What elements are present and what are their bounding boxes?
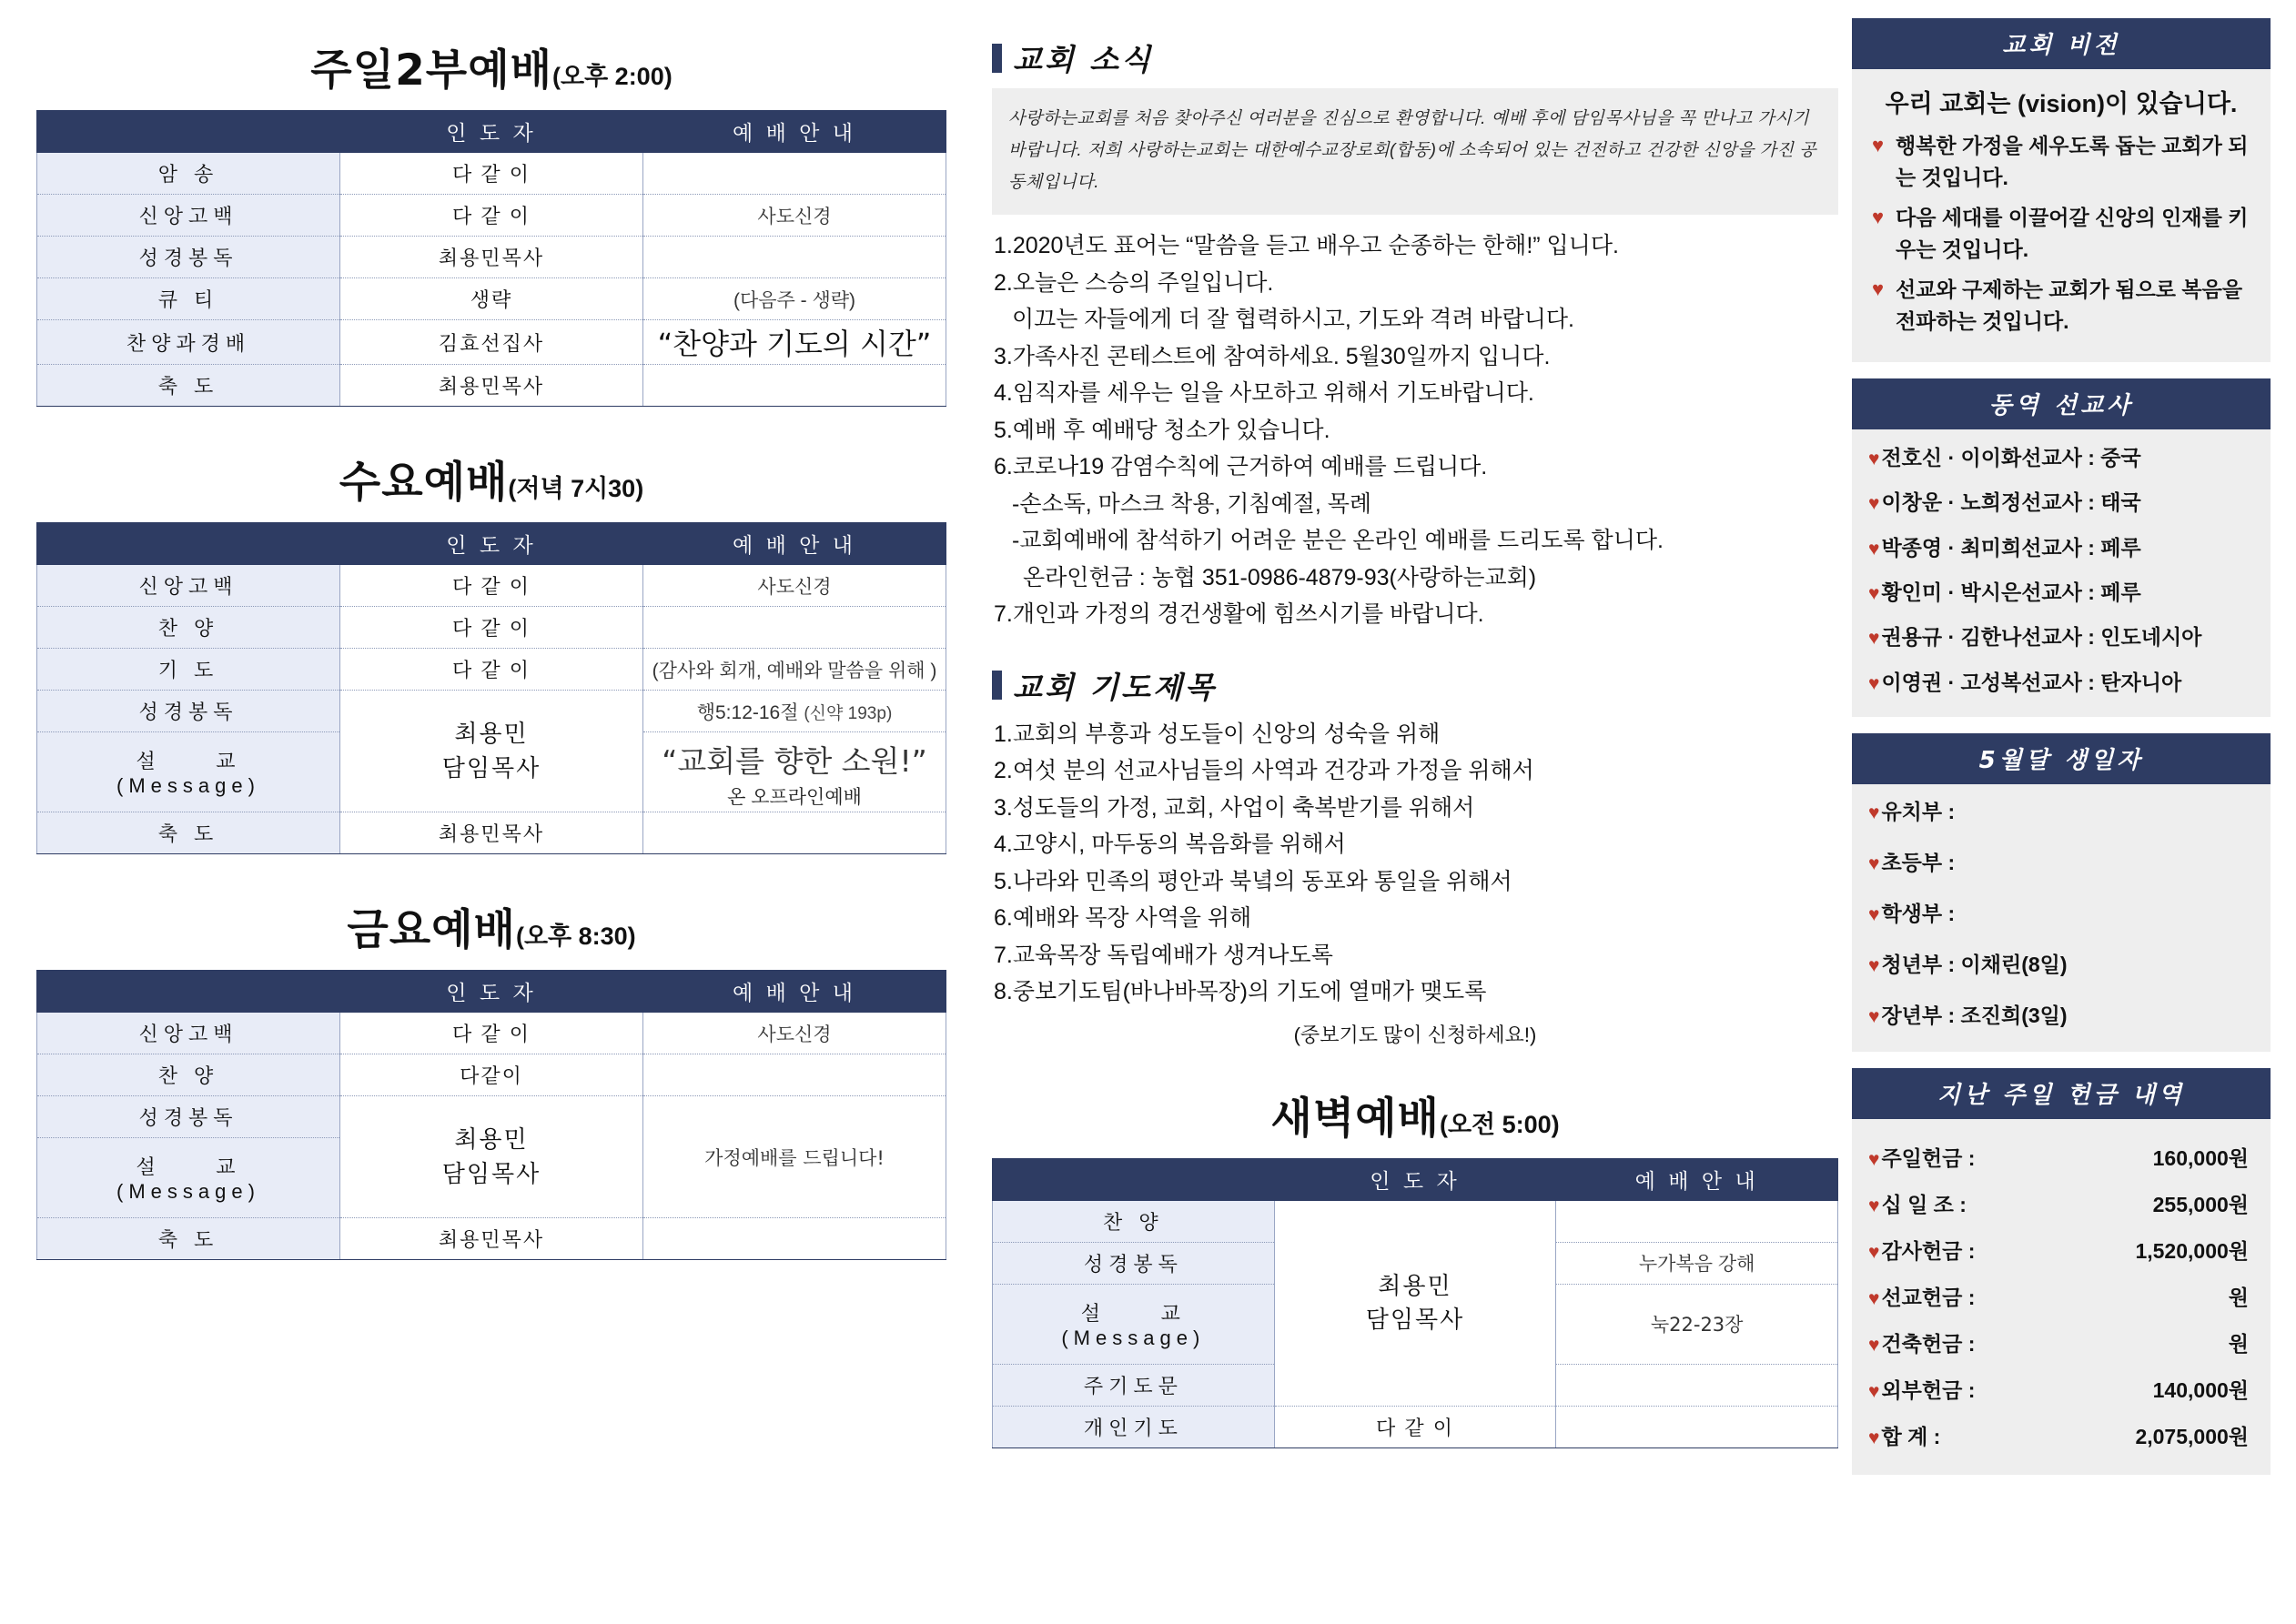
heart-icon: ♥ <box>1868 1380 1880 1402</box>
row-label: 신앙고백 <box>37 1013 340 1054</box>
notice-subline: 이끄는 자들에게 더 잘 협력하시고, 기도와 격려 바랍니다. <box>1012 307 1574 333</box>
list-item <box>1868 901 2254 928</box>
offering-amount: 140,000원 <box>2152 1377 2249 1402</box>
service-title-friday <box>36 896 946 957</box>
col-head-guide: 예 배 안 내 <box>1556 1158 1838 1200</box>
row-leader: 최용민목사 <box>340 365 643 407</box>
list-item-label: 황인미 · 박시은선교사 : 페루 <box>1881 580 2141 605</box>
offering-amount: 160,000원 <box>2152 1145 2249 1170</box>
row-leader: 다 같 이 <box>340 607 643 649</box>
row-label-line2: (Message) <box>116 774 260 797</box>
row-leader: 최용민목사 <box>340 1218 643 1260</box>
left-column <box>36 36 946 1260</box>
offering-label <box>1868 1319 2051 1366</box>
col-head-guide: 예 배 안 내 <box>643 971 946 1013</box>
service-title-sub: (오후 2:00) <box>552 63 673 90</box>
service-title-sub: (오후 8:30) <box>515 923 636 950</box>
row-label <box>993 1284 1275 1364</box>
heart-icon: ♥ <box>1872 134 1885 156</box>
leader-name-line1: 최용민 <box>1378 1271 1452 1299</box>
offering-label <box>1868 1134 2051 1180</box>
list-item <box>1868 1003 2254 1030</box>
list-item <box>1868 274 2254 337</box>
service-title-main: 수요예배 <box>339 458 509 508</box>
row-leader: 다 같 이 <box>340 195 643 237</box>
spacer <box>992 1048 1838 1084</box>
row-guide <box>1556 1364 1838 1406</box>
offering-amount: 2,075,000원 <box>2135 1424 2249 1448</box>
table-row <box>1868 1412 2254 1458</box>
row-label: 찬 양 <box>993 1200 1275 1242</box>
offering-label-text: 주일헌금 : <box>1881 1145 1976 1170</box>
row-label: 개인기도 <box>993 1406 1275 1447</box>
row-guide <box>643 732 946 812</box>
message-title: “교회를 향한 소원!” <box>662 743 927 779</box>
service-title-sub: (저녁 7시30) <box>508 475 644 502</box>
row-label: 성경봉독 <box>993 1242 1275 1284</box>
row-leader <box>1274 1200 1556 1406</box>
table-row <box>993 1406 1838 1447</box>
row-leader: 최용민목사 <box>340 237 643 278</box>
spacer <box>1852 1052 2271 1068</box>
row-label: 찬 양 <box>37 607 340 649</box>
list-item-label: 초등부 : <box>1881 850 1956 874</box>
row-leader <box>340 691 643 812</box>
vision-heading: 교회 비전 <box>1852 18 2271 69</box>
table-row <box>37 1013 946 1054</box>
table-row <box>37 1054 946 1096</box>
prayer-note: (중보기도 많이 신청하세요!) <box>1293 1023 1537 1046</box>
offering-body <box>1852 1119 2271 1475</box>
row-guide <box>643 607 946 649</box>
service-title-main: 주일2부예배 <box>310 45 553 96</box>
col-head-blank <box>37 523 340 565</box>
table-row <box>37 1218 946 1260</box>
verse-reference: 행5:12-16절 <box>696 701 799 723</box>
row-label: 신앙고백 <box>37 565 340 607</box>
list-item-label: 행복한 가정을 세우도록 돕는 교회가 되는 것입니다. <box>1896 134 2249 189</box>
list-item: 5.예배 후 예배당 청소가 있습니다. <box>994 417 1330 443</box>
list-item <box>1868 130 2254 193</box>
row-leader: 다 같 이 <box>340 565 643 607</box>
heart-icon: ♥ <box>1868 1195 1880 1216</box>
heart-icon: ♥ <box>1868 628 1880 650</box>
list-item: 2.오늘은 스승의 주일입니다. <box>994 269 1274 296</box>
list-item-label: 전호신 · 이이화선교사 : 중국 <box>1881 446 2141 469</box>
row-label: 큐 티 <box>37 278 340 320</box>
list-item-label: 학생부 : <box>1881 901 1956 925</box>
heading-bar-icon <box>992 44 1002 73</box>
heart-icon: ♥ <box>1872 277 1885 300</box>
row-leader: 생략 <box>340 278 643 320</box>
list-item <box>1868 799 2254 826</box>
list-item-label: 권용규 · 김한나선교사 : 인도네시아 <box>1881 625 2202 650</box>
list-item: 7.개인과 가정의 경건생활에 힘쓰시기를 바랍니다. <box>994 601 1484 628</box>
prayer-heading-text: 교회 기도제목 <box>1013 669 1217 705</box>
offering-label <box>1868 1180 2051 1226</box>
offering-label <box>1868 1226 2051 1273</box>
heart-icon: ♥ <box>1868 583 1880 605</box>
list-item-label: 청년부 : 이채린(8일) <box>1881 952 2068 976</box>
leader-name-line1: 최용민 <box>454 719 529 747</box>
list-item: 7.교육목장 독립예배가 생겨나도록 <box>994 942 1333 968</box>
list-item <box>1868 489 2254 517</box>
list-item: 5.나라와 민족의 평안과 북녘의 동포와 통일을 위해서 <box>994 868 1512 894</box>
table-row <box>1868 1319 2254 1366</box>
row-guide <box>643 1218 946 1260</box>
list-item-label: 다음 세대를 이끌어갈 신앙의 인재를 키우는 것입니다. <box>1896 206 2249 261</box>
middle-column <box>992 36 1838 1448</box>
list-item <box>1868 202 2254 265</box>
heart-icon: ♥ <box>1868 852 1880 874</box>
table-row <box>1868 1366 2254 1412</box>
col-head-leader: 인 도 자 <box>340 523 643 565</box>
leader-name-line2: 담임목사 <box>441 1159 541 1187</box>
list-item-label: 박종영 · 최미희선교사 : 페루 <box>1881 535 2141 560</box>
row-leader: 다 같 이 <box>340 1013 643 1054</box>
row-guide: 사도신경 <box>643 195 946 237</box>
list-item <box>1868 623 2254 651</box>
row-label: 주기도문 <box>993 1364 1275 1406</box>
row-label: 찬양과경배 <box>37 320 340 365</box>
list-item <box>1868 850 2254 877</box>
row-leader: 다 같 이 <box>1274 1406 1556 1447</box>
message-subtitle: 온 오프라인예배 <box>727 787 862 808</box>
vision-list <box>1868 130 2254 337</box>
offering-label-text: 십 일 조 : <box>1881 1192 1967 1216</box>
right-column <box>1852 18 2271 1475</box>
list-item: 2.여섯 분의 선교사님들의 사역과 건강과 가정을 위해서 <box>994 758 1534 784</box>
notice-heading-text: 교회 소식 <box>1013 42 1154 77</box>
vision-body <box>1852 69 2271 362</box>
heart-icon: ♥ <box>1868 1287 1880 1309</box>
list-item: 6.코로나19 감염수칙에 근거하여 예배를 드립니다. <box>994 454 1488 480</box>
table-row <box>37 195 946 237</box>
table-row <box>1868 1226 2254 1273</box>
list-item: 3.성도들의 가정, 교회, 사업이 축복받기를 위해서 <box>994 794 1475 821</box>
row-label: 기 도 <box>37 649 340 691</box>
service-title-main: 금요예배 <box>347 905 516 955</box>
row-leader: 최용민목사 <box>340 812 643 854</box>
row-label-line2: (Message) <box>116 1180 260 1203</box>
table-header-row <box>37 523 946 565</box>
offering-amount: 원 <box>2228 1285 2249 1309</box>
col-head-leader: 인 도 자 <box>340 111 643 153</box>
table-row <box>37 565 946 607</box>
heart-icon: ♥ <box>1868 538 1880 560</box>
offering-label <box>1868 1366 2051 1412</box>
row-leader: 다 같 이 <box>340 153 643 195</box>
list-item-label: 이창운 · 노희정선교사 : 태국 <box>1881 490 2141 515</box>
offering-label-text: 건축헌금 : <box>1881 1331 1976 1356</box>
list-item: 4.고양시, 마두동의 복음화를 위해서 <box>994 832 1346 858</box>
offering-label <box>1868 1273 2051 1319</box>
table-row <box>37 649 946 691</box>
heart-icon: ♥ <box>1868 672 1880 694</box>
offering-amount: 255,000원 <box>2152 1192 2249 1216</box>
col-head-leader: 인 도 자 <box>340 971 643 1013</box>
birthdays-list <box>1868 799 2254 1029</box>
list-item <box>1868 444 2254 472</box>
list-item-label: 유치부 : <box>1881 800 1956 824</box>
offering-label-text: 외부헌금 : <box>1881 1377 1976 1402</box>
service-title-main: 새벽예배 <box>1270 1093 1440 1144</box>
row-guide: (감사와 회개, 예배와 말씀을 위해 ) <box>643 649 946 691</box>
table-row <box>37 278 946 320</box>
birthdays-body <box>1852 784 2271 1051</box>
list-item <box>1868 669 2254 697</box>
service-table-dawn <box>992 1158 1838 1448</box>
row-label: 성경봉독 <box>37 691 340 732</box>
birthdays-heading: 5월달 생일자 <box>1852 733 2271 784</box>
heart-icon: ♥ <box>1872 206 1885 228</box>
spacer <box>1852 717 2271 733</box>
table-header-row <box>37 971 946 1013</box>
row-guide <box>643 1054 946 1096</box>
row-guide <box>643 365 946 407</box>
table-row <box>37 1096 946 1138</box>
verse-page: (신약 193p) <box>804 703 893 723</box>
missionaries-list <box>1868 444 2254 697</box>
list-item <box>1868 952 2254 979</box>
row-guide: 누가복음 강해 <box>1556 1242 1838 1284</box>
spacer <box>1852 362 2271 378</box>
table-row <box>1868 1134 2254 1180</box>
row-guide <box>643 237 946 278</box>
col-head-guide: 예 배 안 내 <box>643 111 946 153</box>
spacer <box>36 407 946 449</box>
offering-label-text: 감사헌금 : <box>1881 1238 1976 1263</box>
row-label-line1: 설 교 <box>1080 1301 1186 1325</box>
missionaries-body <box>1852 429 2271 717</box>
heart-icon: ♥ <box>1868 903 1880 925</box>
table-row <box>37 153 946 195</box>
row-label: 암 송 <box>37 153 340 195</box>
greeting-box: 사랑하는교회를 처음 찾아주신 여러분을 진심으로 환영합니다. 예배 후에 담임목사님을 꼭 만나고 가시기 바랍니다. 저희 사랑하는교회는 대한예수교장로회(합동)에 소속되어 있는 건전하고 건강한 신앙을 가진 공동체입니다. <box>992 88 1838 215</box>
prayer-list <box>992 716 1838 1011</box>
row-leader: 다 같 이 <box>340 649 643 691</box>
notice-subline: -교회예배에 참석하기 어려운 분은 온라인 예배를 드리도록 합니다. <box>1012 528 1664 554</box>
list-item <box>1868 534 2254 562</box>
service-title-dawn <box>992 1084 1838 1145</box>
heart-icon: ♥ <box>1868 1005 1880 1027</box>
row-label: 신앙고백 <box>37 195 340 237</box>
row-label-line1: 설 교 <box>136 1155 241 1178</box>
service-table-sunday2 <box>36 110 946 407</box>
service-title-sub: (오전 5:00) <box>1439 1110 1560 1138</box>
list-item: 1.교회의 부흥과 성도들이 신앙의 성숙을 위해 <box>994 721 1441 747</box>
col-head-blank <box>993 1158 1275 1200</box>
missionaries-heading: 동역 선교사 <box>1852 378 2271 429</box>
row-label: 성경봉독 <box>37 237 340 278</box>
offering-amount: 1,520,000원 <box>2135 1238 2249 1263</box>
row-guide: “찬양과 기도의 시간” <box>643 320 946 365</box>
row-guide <box>1556 1200 1838 1242</box>
heart-icon: ♥ <box>1868 449 1880 469</box>
table-row <box>37 365 946 407</box>
table-row <box>37 320 946 365</box>
table-row <box>37 691 946 732</box>
row-leader: 김효선집사 <box>340 320 643 365</box>
table-row <box>993 1200 1838 1242</box>
list-item: 4.임직자를 세우는 일을 사모하고 위해서 기도바랍니다. <box>994 380 1534 407</box>
col-head-leader: 인 도 자 <box>1274 1158 1556 1200</box>
notice-subline: 온라인헌금 : 농협 351-0986-4879-93(사랑하는교회) <box>1023 564 1537 590</box>
notice-heading <box>992 36 1838 79</box>
row-label: 축 도 <box>37 365 340 407</box>
list-item: 1.2020년도 표어는 “말씀을 듣고 배우고 순종하는 한해!” 입니다. <box>994 233 1619 259</box>
table-row <box>37 607 946 649</box>
service-table-wednesday <box>36 522 946 854</box>
heading-bar-icon <box>992 671 1002 700</box>
row-guide: 눅22-23장 <box>1556 1284 1838 1364</box>
list-item: 6.예배와 목장 사역을 위해 <box>994 905 1252 932</box>
list-item-label: 이영권 · 고성복선교사 : 탄자니아 <box>1881 670 2182 694</box>
list-item-label: 선교와 구제하는 교회가 됨으로 복음을 전파하는 것입니다. <box>1896 277 2243 333</box>
service-title-sunday2 <box>36 36 946 97</box>
col-head-blank <box>37 111 340 153</box>
row-guide <box>643 691 946 732</box>
notice-list <box>992 227 1838 633</box>
heart-icon: ♥ <box>1868 493 1880 515</box>
service-title-wednesday <box>36 449 946 509</box>
row-guide: (다음주 - 생략) <box>643 278 946 320</box>
row-guide: 가정예배를 드립니다! <box>643 1096 946 1218</box>
offering-label-text: 선교헌금 : <box>1881 1285 1976 1309</box>
list-item-label: 장년부 : 조진희(3일) <box>1881 1003 2068 1027</box>
row-label: 성경봉독 <box>37 1096 340 1138</box>
heart-icon: ♥ <box>1868 1334 1880 1356</box>
heart-icon: ♥ <box>1868 1427 1880 1448</box>
row-leader <box>340 1096 643 1218</box>
list-item: 8.중보기도팀(바나바목장)의 기도에 열매가 맺도록 <box>994 979 1487 1005</box>
spacer <box>36 854 946 896</box>
leader-name-line2: 담임목사 <box>1365 1306 1465 1334</box>
prayer-heading <box>992 664 1838 707</box>
row-label <box>37 732 340 812</box>
table-row <box>1868 1180 2254 1226</box>
row-label: 축 도 <box>37 1218 340 1260</box>
notice-subline: -손소독, 마스크 착용, 기침예절, 목례 <box>1012 490 1372 517</box>
row-leader: 다같이 <box>340 1054 643 1096</box>
offering-label <box>1868 1412 2051 1458</box>
list-item: 3.가족사진 콘테스트에 참여하세요. 5월30일까지 입니다. <box>994 343 1551 369</box>
row-label-line1: 설 교 <box>136 750 241 772</box>
heart-icon: ♥ <box>1868 802 1880 824</box>
col-head-guide: 예 배 안 내 <box>643 523 946 565</box>
offering-label-text: 합 계 : <box>1881 1424 1941 1448</box>
row-label <box>37 1138 340 1218</box>
leader-name-line1: 최용민 <box>454 1125 529 1153</box>
heart-icon: ♥ <box>1868 1148 1880 1170</box>
offering-table <box>1868 1134 2254 1458</box>
spacer <box>992 633 1838 664</box>
row-guide <box>1556 1406 1838 1447</box>
row-guide <box>643 153 946 195</box>
heart-icon: ♥ <box>1868 954 1880 976</box>
table-header-row <box>37 111 946 153</box>
row-guide: 사도신경 <box>643 565 946 607</box>
row-label: 찬 양 <box>37 1054 340 1096</box>
row-guide: 사도신경 <box>643 1013 946 1054</box>
heart-icon: ♥ <box>1868 1241 1880 1263</box>
row-label: 축 도 <box>37 812 340 854</box>
col-head-blank <box>37 971 340 1013</box>
leader-name-line2: 담임목사 <box>441 753 541 782</box>
service-table-friday <box>36 970 946 1260</box>
list-item <box>1868 579 2254 607</box>
row-label-line2: (Message) <box>1061 1326 1206 1349</box>
offering-amount: 원 <box>2228 1331 2249 1356</box>
vision-lead-text: 우리 교회는 (vision)이 있습니다. <box>1885 90 2238 117</box>
table-row <box>37 237 946 278</box>
row-guide <box>643 812 946 854</box>
offering-heading: 지난 주일 헌금 내역 <box>1852 1068 2271 1119</box>
table-row <box>37 812 946 854</box>
table-header-row <box>993 1158 1838 1200</box>
table-row <box>1868 1273 2254 1319</box>
